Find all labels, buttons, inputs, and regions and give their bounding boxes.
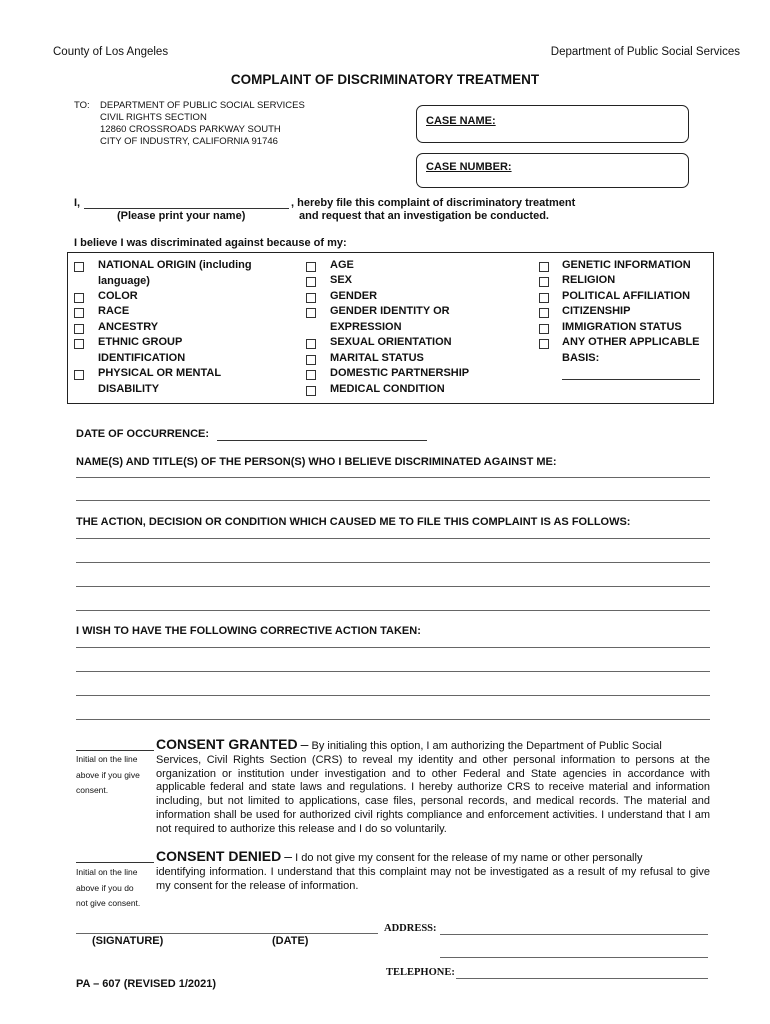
county-header: County of Los Angeles (53, 46, 169, 58)
action-line-1[interactable] (76, 538, 710, 539)
persons-label: NAME(S) AND TITLE(S) OF THE PERSON(S) WHO I BELIEVE DISCRIMINATED AGAINST ME: (76, 456, 557, 468)
case-name-field[interactable] (416, 105, 689, 143)
consent-denied-heading: CONSENT DENIED (156, 848, 282, 864)
telephone-label: TELEPHONE: (386, 967, 455, 978)
address-label: ADDRESS: (384, 923, 437, 934)
signature-date-label: (DATE) (272, 935, 309, 947)
form-title: COMPLAINT OF DISCRIMINATORY TREATMENT (230, 72, 540, 87)
action-line-3[interactable] (76, 586, 710, 587)
form-id: PA – 607 (REVISED 1/2021) (76, 978, 217, 990)
to-line-3: 12860 CROSSROADS PARKWAY SOUTH (100, 124, 281, 135)
address-line-1[interactable] (440, 934, 708, 935)
signature-label: (SIGNATURE) (92, 935, 164, 947)
basis-prompt: I believe I was discriminated against because of my: (74, 237, 347, 249)
department-header: Department of Public Social Services (550, 46, 740, 58)
basis-ancestry: ANCESTRY (98, 321, 159, 333)
persons-line-1[interactable] (76, 477, 710, 478)
consent-granted-body: Services, Civil Rights Section (CRS) to reveal my identity and other personal information to persons at the organization or institution under investigation and to other Federal and State agencies in accordance with applicable federal and state laws and regulations. I hereby authorize CRS to receive material and information including, but not limited to applications, case files, personal records, and medical records. The material and information shall be used for authorized civil rights compliance and enforcement activities. I understand that I am not required to authorize this release and I do so voluntarily. (156, 754, 710, 835)
basis-disability: PHYSICAL OR MENTAL DISABILITY (98, 367, 222, 395)
consent-granted-first-line: CONSENT GRANTED – By initialing this option, I am authorizing the Department of Public Social (156, 736, 662, 752)
basis-sexual-orientation: SEXUAL ORIENTATION (330, 336, 452, 348)
action-label: THE ACTION, DECISION OR CONDITION WHICH CAUSED ME TO FILE THIS COMPLAINT IS AS FOLLOWS: (76, 516, 631, 528)
basis-race: RACE (98, 305, 130, 317)
other-basis-line[interactable] (562, 379, 700, 380)
signature-line[interactable] (76, 933, 378, 934)
basis-genetic-information: GENETIC INFORMATION (562, 259, 691, 271)
to-line-4: CITY OF INDUSTRY, CALIFORNIA 91746 (100, 136, 278, 147)
basis-citizenship: CITIZENSHIP (562, 305, 631, 317)
filer-statement-2: and request that an investigation be conducted. (299, 210, 549, 222)
basis-sex: SEX (330, 274, 353, 286)
action-line-4[interactable] (76, 610, 710, 611)
case-number-field[interactable] (416, 153, 689, 188)
consent-granted-side-note: Initial on the line above if you give consent. (76, 754, 140, 795)
basis-immigration-status: IMMIGRATION STATUS (562, 321, 682, 333)
basis-other: ANY OTHER APPLICABLE BASIS: (562, 336, 700, 364)
consent-denied-body: identifying information. I understand that this complaint may not be investigated as a result of my refusal to give my consent for the release of information. (156, 866, 710, 892)
to-line-1: DEPARTMENT OF PUBLIC SOCIAL SERVICES (100, 100, 305, 111)
case-number-label: CASE NUMBER: (426, 161, 512, 173)
basis-marital-status: MARITAL STATUS (330, 352, 424, 364)
persons-line-2[interactable] (76, 500, 710, 501)
to-label: TO: (74, 100, 90, 111)
basis-political-affiliation: POLITICAL AFFILIATION (562, 290, 691, 302)
basis-ethnic-group: ETHNIC GROUP IDENTIFICATION (98, 336, 186, 364)
consent-granted-initial-line[interactable] (76, 750, 154, 751)
filer-name-caption: (Please print your name) (117, 210, 246, 222)
consent-denied-side-note: Initial on the line above if you do not give consent. (76, 867, 141, 908)
consent-denied-first-line: CONSENT DENIED – I do not give my consent for the release of my name or other personally (156, 848, 643, 864)
consent-granted-heading: CONSENT GRANTED (156, 736, 298, 752)
date-of-occurrence-line[interactable] (217, 440, 427, 441)
corrective-line-3[interactable] (76, 695, 710, 696)
date-of-occurrence-label: DATE OF OCCURRENCE: (76, 428, 210, 440)
action-line-2[interactable] (76, 562, 710, 563)
basis-national-origin: NATIONAL ORIGIN (including language) (98, 259, 252, 287)
basis-checklist (67, 252, 714, 404)
basis-gender-identity: GENDER IDENTITY OR EXPRESSION (330, 305, 450, 333)
filer-prefix: I, (74, 197, 81, 209)
telephone-line[interactable] (456, 978, 708, 979)
corrective-line-1[interactable] (76, 647, 710, 648)
filer-statement-1: , hereby file this complaint of discriminatory treatment (291, 197, 576, 209)
basis-religion: RELIGION (562, 274, 616, 286)
to-line-2: CIVIL RIGHTS SECTION (100, 112, 207, 123)
to-address (100, 100, 305, 148)
basis-domestic-partnership: DOMESTIC PARTNERSHIP (330, 367, 470, 379)
address-line-2[interactable] (440, 957, 708, 958)
basis-gender: GENDER (330, 290, 378, 302)
case-name-label: CASE NAME: (426, 115, 496, 127)
filer-name-line[interactable] (84, 208, 289, 209)
corrective-label: I WISH TO HAVE THE FOLLOWING CORRECTIVE ACTION TAKEN: (76, 625, 421, 637)
basis-color: COLOR (98, 290, 138, 302)
basis-medical-condition: MEDICAL CONDITION (330, 383, 445, 395)
consent-denied-initial-line[interactable] (76, 862, 154, 863)
basis-age: AGE (330, 259, 354, 271)
corrective-line-4[interactable] (76, 719, 710, 720)
corrective-line-2[interactable] (76, 671, 710, 672)
